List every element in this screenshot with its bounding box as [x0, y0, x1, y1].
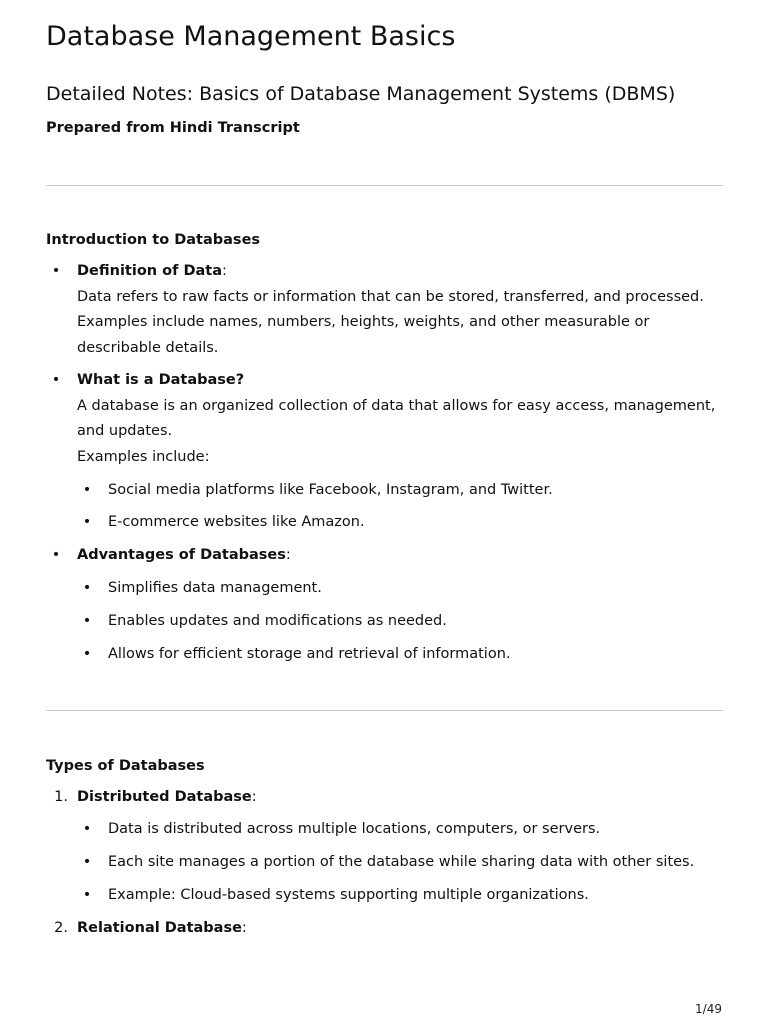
paragraph-line: A database is an organized collection of data that allows for easy access, management, — [77, 397, 716, 414]
bullet-icon: • — [82, 887, 92, 903]
colon: : — [251, 789, 257, 805]
paragraph-line: Examples include names, numbers, heights, weights, and other measurable or — [77, 314, 650, 330]
sub-item-text: Each site manages a portion of the database while sharing data with other sites. — [108, 854, 695, 870]
sub-item-text: Data is distributed across multiple locations, computers, or servers. — [108, 821, 601, 837]
paragraph-line: and updates. — [77, 423, 173, 439]
term-label: Distributed Database — [77, 789, 252, 805]
bullet-icon: • — [82, 646, 92, 662]
bullet-icon: • — [51, 372, 61, 388]
bullet-icon: • — [51, 547, 61, 563]
sub-item-text: E-commerce websites like Amazon. — [108, 514, 365, 530]
sub-item-text: Social media platforms like Facebook, Instagram, and Twitter. — [108, 482, 553, 498]
sub-item-text: Enables updates and modifications as needed. — [108, 613, 447, 629]
sub-item-text: Example: Cloud-based systems supporting multiple organizations. — [108, 887, 589, 903]
colon: : — [241, 920, 247, 936]
bullet-icon: • — [82, 514, 92, 530]
colon: : — [285, 547, 291, 563]
term-label: Advantages of Databases — [77, 547, 286, 563]
divider — [46, 710, 723, 711]
sub-item-text: Simplifies data management. — [108, 580, 322, 596]
bullet-icon: • — [82, 854, 92, 870]
term-label: Definition of Data — [77, 263, 222, 279]
colon: : — [222, 263, 227, 279]
list-number: 1. — [54, 789, 68, 805]
term-label: Relational Database — [77, 920, 242, 936]
term-label: What is a Database? — [77, 372, 245, 388]
bullet-icon: • — [82, 580, 92, 596]
document-title: Database Management Basics — [46, 21, 456, 52]
page-indicator: 1/49 — [695, 1002, 722, 1016]
bullet-icon: • — [82, 482, 92, 498]
divider — [46, 185, 723, 186]
prepared-note: Prepared from Hindi Transcript — [46, 120, 300, 136]
sub-item-text: Allows for efficient storage and retrieval of information. — [108, 646, 511, 662]
bullet-icon: • — [51, 263, 61, 279]
bullet-icon: • — [82, 613, 92, 629]
paragraph-line: describable details. — [77, 339, 219, 356]
paragraph-line: Data refers to raw facts or information that can be stored, transferred, and processed. — [77, 288, 704, 305]
bullet-icon: • — [82, 821, 92, 837]
document-subtitle: Detailed Notes: Basics of Database Management Systems (DBMS) — [46, 83, 676, 105]
list-number: 2. — [54, 920, 68, 936]
section-heading-introduction: Introduction to Databases — [46, 232, 261, 248]
section-heading-types: Types of Databases — [46, 758, 205, 774]
paragraph-line: Examples include: — [77, 448, 210, 465]
